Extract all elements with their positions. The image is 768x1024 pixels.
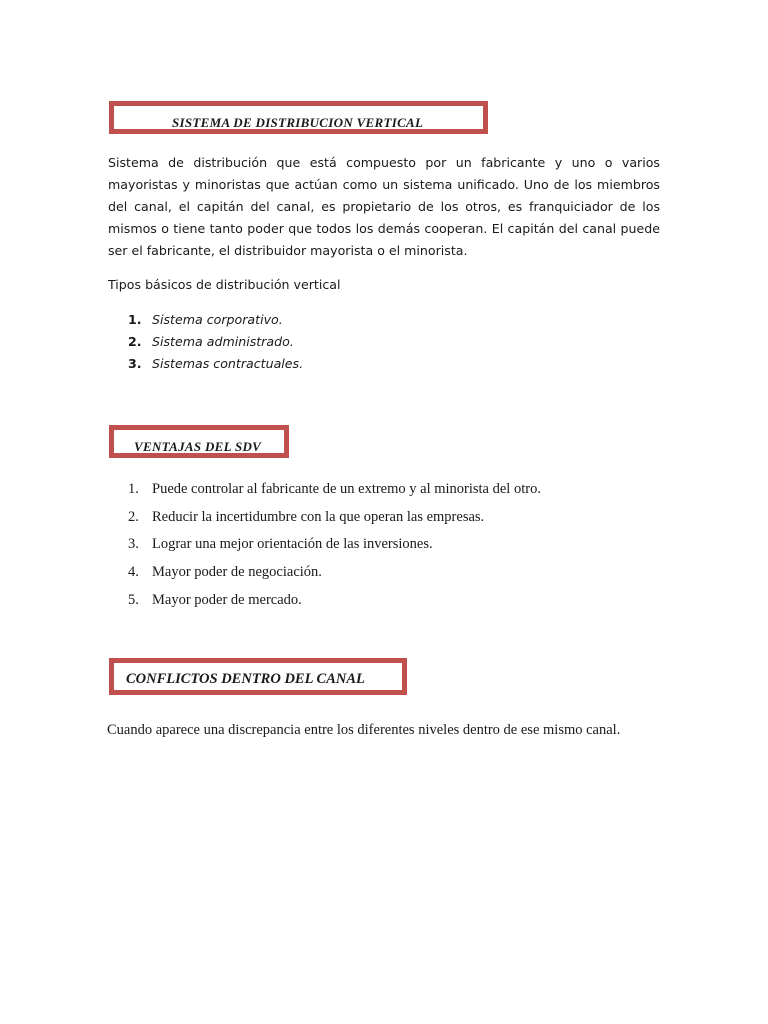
list-number: 3. — [128, 536, 139, 553]
list-number: 5. — [128, 591, 139, 608]
list-number: 1. — [128, 481, 139, 497]
list-text: Puede controlar al fabricante de un extremo y al minorista del otro. — [152, 481, 541, 497]
list-text: Mayor poder de mercado. — [152, 591, 302, 608]
list-item — [128, 353, 303, 375]
list-text: Sistema corporativo. — [152, 312, 283, 327]
list-item — [128, 589, 541, 617]
list-item — [128, 309, 303, 331]
list-text: Sistemas contractuales. — [152, 356, 304, 371]
heading-box-conflictos — [109, 658, 407, 695]
list-text: Mayor poder de negociación. — [152, 564, 322, 581]
list-text: Reducir la incertidumbre con la que operan las empresas. — [152, 508, 485, 525]
heading-box-sdv — [109, 101, 488, 134]
list-number: 2. — [128, 508, 139, 525]
heading-sdv: SISTEMA DE DISTRIBUCION VERTICAL — [172, 115, 424, 130]
paragraph-conflictos: Cuando aparece una discrepancia entre los diferentes niveles dentro de ese mismo canal. — [107, 722, 621, 738]
heading-ventajas: VENTAJAS DEL SDV — [134, 439, 262, 454]
list-item — [128, 331, 303, 353]
list-item — [128, 478, 541, 506]
paragraph-sdv-definition: Sistema de distribución que está compuesto por un fabricante y uno o varios mayoristas y minoristas que actúan como un sistema unificado. Uno de los miembros del canal, el capitán del canal, es propietario de los otros, es franquiciador de los mismos o tiene tanto poder que todos los demás cooperan. El capitán del canal puede ser el fabricante, el distribuidor mayorista o el minorista. — [108, 155, 660, 258]
list-number: 2. — [128, 334, 142, 349]
list-item — [128, 561, 541, 589]
list-number: 3. — [128, 356, 142, 371]
tipos-title: Tipos básicos de distribución vertical — [108, 277, 341, 292]
tipos-list — [128, 309, 303, 375]
list-item — [128, 506, 541, 534]
list-text: Sistema administrado. — [152, 334, 294, 349]
heading-conflictos: CONFLICTOS DENTRO DEL CANAL — [126, 671, 365, 687]
heading-box-ventajas — [109, 425, 289, 458]
list-text: Lograr una mejor orientación de las inversiones. — [152, 536, 433, 553]
list-item — [128, 533, 541, 561]
list-number: 4. — [128, 564, 139, 581]
ventajas-list — [128, 478, 541, 616]
list-number: 1. — [128, 312, 142, 327]
